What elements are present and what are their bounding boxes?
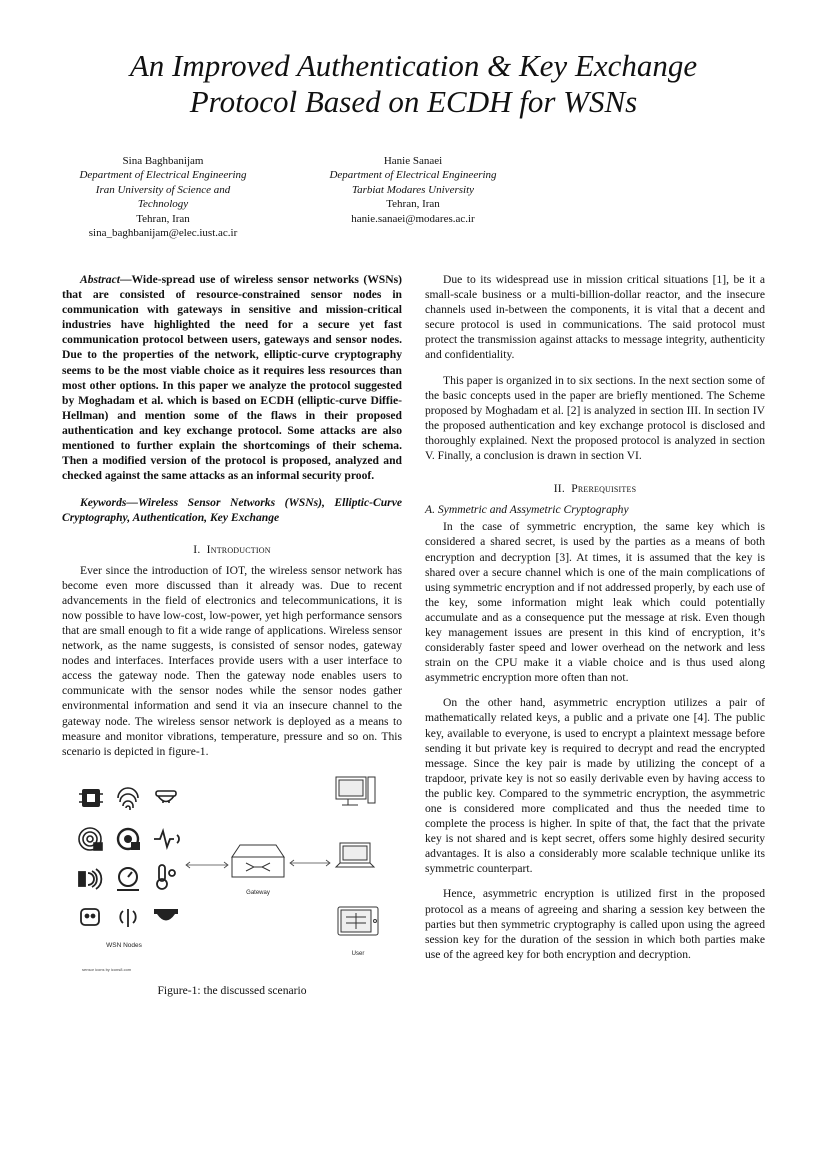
author-name: Sina Baghbanijam (122, 155, 204, 167)
keywords (62, 495, 402, 525)
paragraph-motivation: Due to its widespread use in mission critical situations [1], be it a small-scale business or a multi-billion-dollar reactor, and the insecure channels used in-between the components, it is vital that a decent and secure protocol is used in communications. The said protocol must protect the transmission against attacks to message integrity, authenticity and confidentiality. (425, 273, 765, 362)
smoke-detector-icon (156, 791, 176, 803)
scenario-diagram (62, 767, 402, 977)
author-block-1 (58, 154, 268, 240)
radar-lock-icon (79, 828, 102, 850)
robot-sensor-icon (81, 909, 99, 925)
abstract (62, 272, 402, 483)
section-number: II. (553, 482, 565, 496)
section-number: I. (193, 542, 201, 556)
arrow-gateway-user (290, 860, 330, 866)
laptop-icon (336, 843, 374, 867)
author-email[interactable]: sina_baghbanijam@elec.iust.ac.ir (88, 227, 238, 240)
vibration-sensor-icon (79, 869, 101, 889)
wsn-nodes-label: WSN Nodes (106, 941, 142, 949)
camera-sensor-icon (118, 829, 140, 850)
section-title: Introduction (206, 542, 271, 556)
paragraph-asymmetric: On the other hand, asymmetric encryption utilizes a pair of mathematically related keys, a public and a private one [4]. The public key, available to everyone, is used to encrypt a plaintext message before sending it but private key is required to decrypt and read the encrypted message. Since the key pair is made by utilizing the concept of a trapdoor, private key is not so easily derivable even by having access to the public key. Compared to the symmetric encryption, the asymmetric one is considered more complicated and thus the needed time to complete the process is higher. In spite of that, the fact that the private key is not shared and is kept secret, offers some highly desired security advantages. It is also a considerably more scalable technique unlike its symmetric counterpart. (425, 696, 765, 876)
paragraph-hybrid: Hence, asymmetric encryption is utilized first in the proposed protocol as a means of agreeing and sharing a session key between the parties but then symmetric cryptography is called upon using the agreed session key for the duration of the session in which both parties make use of the agreed key for both encryption and decryption. (425, 887, 765, 961)
author-university: Iran University of Science and (95, 183, 231, 196)
keywords-lead: Keywords (80, 496, 127, 510)
intro-paragraph: Ever since the introduction of IOT, the wireless sensor network has become even more discussed than it already was. Due to recent advancements in the field of electronics and telecommunications, it is now possible to have low-cost, low-power, yet high performance sensors that are small enough to fit a wide range of applications. Wireless sensor network, as the name suggests, is consisted of sensor nodes, gateway nodes and interfaces. Interfaces provide users with a user interface to access the gateway node. Then the gateway node enables users to communicate with the sensor nodes while the sensor nodes gather environmental information and send it via an insecure channel to the gateway node. The wireless sensor network is deployed as a means to measure and monitor vibrations, temperature, pressure and so on. This scenario is depicted in figure-1. (62, 563, 402, 758)
antenna-signal-icon (120, 909, 135, 927)
heartbeat-signal-icon (154, 831, 179, 847)
keywords-text: —Wireless Sensor Networks (WSNs), Elliptic-Curve Cryptography, Authentication, Key Exchange (62, 496, 402, 525)
arrow-nodes-gateway (186, 862, 228, 868)
author-city: Tehran, Iran (386, 198, 440, 211)
dome-camera-icon (154, 909, 178, 921)
cpu-chip-icon (79, 789, 103, 807)
tablet-icon (338, 907, 378, 935)
abstract-lead: Abstract (80, 273, 120, 286)
desktop-monitor-icon (336, 777, 375, 805)
author-block-2 (308, 154, 518, 226)
abstract-text: —Wide-spread use of wireless sensor networks (WSNs) that are consisted of resource-constrained sensor nodes in communication with gateways in sensitive and mission-critical industries have highlighted the need for a secure yet fast communication protocol between users, gateways and sensor nodes. Due to the properties of the network, elliptic-curve cryptography seems to be the most viable choice as it requires less resources than most other options. In this paper we analyze the protocol suggested by Moghadam et al. which is based on ECDH (elliptic-curve Diffie-Hellman) and mention some of the flaws in their proposed authentication and key exchange protocol. Some attacks are also mentioned to further explain the shortcomings of their schema. Then a modified version of the protocol is proposed, analyzed and checked against the same attacks as an informal security proof. (62, 273, 402, 483)
temperature-sensor-icon (157, 865, 175, 889)
author-dept: Department of Electrical Engineering (329, 169, 497, 182)
figure-caption: Figure-1: the discussed scenario (157, 983, 307, 997)
title-line-1: An Improved Authentication & Key Exchange (129, 48, 698, 83)
title-line-2: Protocol Based on ECDH for WSNs (189, 84, 638, 119)
paragraph-symmetric: In the case of symmetric encryption, the same key which is considered a shared secret, is used by the parties as a means of both encryption and decryption [3]. At times, it is assumed that the key is shared over a secure channel which is one of the main complications of using symmetric encryption and if not addressed properly, by each use of the key, some information might leak which could potentially accumulate and as a consequence put the message at risk. Even though key management issues are present in this kind of encryption, it’s considerably faster speed and lower overhead on the network and less strain on the CPU make it a viable choice and is thus used along asymmetric encryption more often than not. (425, 520, 765, 685)
gateway-router-icon (232, 845, 284, 877)
section-title: Prerequisites (571, 482, 637, 496)
user-label: User (351, 950, 365, 957)
subsection-heading: A. Symmetric and Assymetric Cryptography (425, 503, 629, 517)
author-name: Hanie Sanaei (383, 155, 443, 167)
icon-credit: sensor icons by icons8.com (82, 966, 132, 972)
figure-1 (62, 767, 402, 977)
paper-title (60, 48, 767, 120)
right-column (425, 272, 765, 972)
section-heading-prerequisites (425, 481, 765, 496)
author-university: Tarbiat Modares University (351, 183, 475, 196)
paragraph-organization: This paper is organized in to six sections. In the next section some of the basic concepts used in the paper are briefly mentioned. The Scheme proposed by Moghadam et al. [2] is analyzed in section III. In section IV the proposed authentication and key exchange protocol is disclosed and thoroughly explained. Next the proposed protocol is analyzed in section V. Finally, a conclusion is drawn in section VI. (425, 373, 765, 463)
pressure-gauge-icon (117, 868, 139, 890)
left-column (62, 272, 402, 998)
author-email[interactable]: hanie.sanaei@modares.ac.ir (351, 212, 475, 225)
fingerprint-icon (118, 788, 138, 810)
gateway-label: Gateway (246, 889, 270, 896)
author-dept: Department of Electrical Engineering (79, 169, 247, 182)
author-city: Tehran, Iran (136, 212, 190, 225)
section-heading-introduction (62, 542, 402, 557)
author-university-cont: Technology (137, 198, 189, 211)
